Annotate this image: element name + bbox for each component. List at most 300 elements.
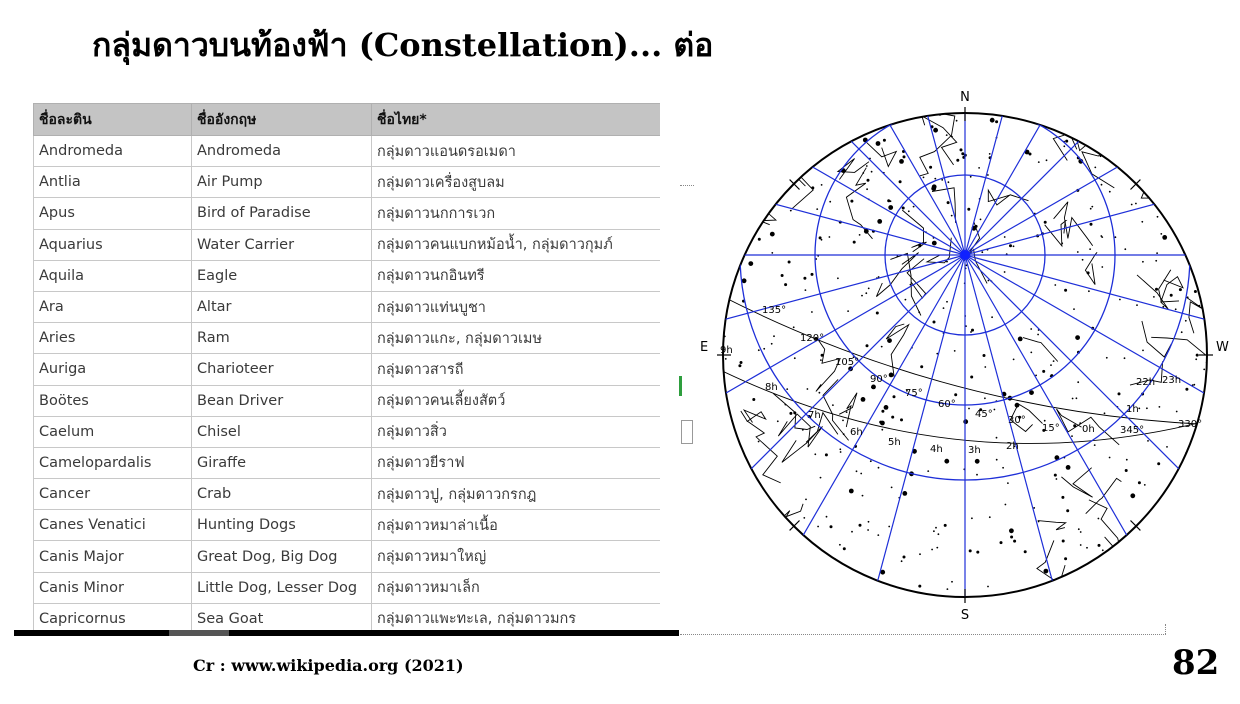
star <box>1162 235 1167 240</box>
star <box>1082 259 1084 261</box>
star <box>807 388 809 390</box>
table-row <box>34 229 661 260</box>
star <box>871 171 873 173</box>
star <box>1142 350 1144 352</box>
table-row <box>34 385 661 416</box>
star <box>956 120 958 122</box>
english-name-cell: Charioteer <box>192 354 372 385</box>
star <box>1005 504 1007 506</box>
latin-name-cell: Canis Major <box>34 541 192 572</box>
star <box>883 139 886 142</box>
thai-name-cell: กลุ่มดาวสารถี <box>372 354 661 385</box>
star <box>725 358 727 360</box>
star <box>758 349 760 351</box>
star <box>866 165 868 167</box>
star <box>1061 496 1064 499</box>
thai-name-cell: กลุ่มดาวปู, กลุ่มดาวกรกฎ <box>372 479 661 510</box>
star <box>1080 544 1082 546</box>
thai-name-cell: กลุ่มดาวแอนดรอเมดา <box>372 136 661 167</box>
star <box>1100 155 1102 157</box>
star <box>1100 235 1102 237</box>
star <box>1102 549 1104 551</box>
english-name-cell: Giraffe <box>192 447 372 478</box>
thai-name-cell: กลุ่มดาวนกอินทรี <box>372 260 661 291</box>
star <box>856 470 858 472</box>
star <box>1066 509 1069 512</box>
star <box>987 586 989 588</box>
star <box>970 176 972 178</box>
star <box>1073 308 1075 310</box>
star <box>1086 547 1088 549</box>
star <box>1077 251 1079 253</box>
star <box>951 581 953 583</box>
latin-name-cell: Aries <box>34 323 192 354</box>
table-row <box>34 416 661 447</box>
star <box>956 159 959 162</box>
constellation-figure <box>1185 452 1224 484</box>
star <box>758 441 760 443</box>
star <box>777 420 779 422</box>
star <box>960 148 963 151</box>
star <box>980 219 982 221</box>
star <box>891 416 894 419</box>
star <box>820 359 822 361</box>
english-name-cell: Little Dog, Lesser Dog <box>192 572 372 603</box>
star <box>1176 411 1178 413</box>
star <box>1064 289 1067 292</box>
star <box>878 467 880 469</box>
star <box>927 470 929 472</box>
hour-label: 9h <box>720 345 733 356</box>
star <box>843 547 846 550</box>
star <box>1098 544 1101 547</box>
star <box>920 365 923 368</box>
thai-name-cell: กลุ่มดาวสิ่ว <box>372 416 661 447</box>
star <box>1155 288 1158 291</box>
latin-name-cell: Apus <box>34 198 192 229</box>
star <box>805 499 807 501</box>
latin-name-cell: Caelum <box>34 416 192 447</box>
thai-name-cell: กลุ่มดาวหมาเล็ก <box>372 572 661 603</box>
star <box>1159 406 1161 408</box>
star <box>1146 407 1148 409</box>
credit-text: Cr : www.wikipedia.org (2021) <box>193 656 464 675</box>
star <box>826 516 828 518</box>
star <box>1072 398 1074 400</box>
star <box>887 199 890 202</box>
star <box>738 364 741 367</box>
star <box>901 560 903 562</box>
star <box>1033 507 1035 509</box>
star <box>989 153 991 155</box>
star <box>877 219 882 224</box>
thai-name-cell: กลุ่มดาวคนแบกหม้อน้ำ, กลุ่มดาวกุมภ์ <box>372 229 661 260</box>
constellation-table <box>33 103 660 631</box>
star <box>825 453 828 456</box>
star <box>970 376 973 379</box>
star <box>842 420 844 422</box>
star <box>899 180 902 183</box>
english-name-cell: Crab <box>192 479 372 510</box>
star <box>913 452 915 454</box>
star <box>840 451 842 453</box>
latin-name-cell: Cancer <box>34 479 192 510</box>
star <box>837 277 839 279</box>
star <box>1089 248 1091 250</box>
star <box>868 521 870 523</box>
star <box>1193 384 1195 386</box>
star <box>832 404 834 406</box>
latin-name-cell: Camelopardalis <box>34 447 192 478</box>
star <box>995 120 998 123</box>
star <box>881 429 883 431</box>
slide-title: กลุ่มดาวบนท้องฟ้า (Constellation)... ต่อ <box>92 26 714 64</box>
star <box>889 373 894 378</box>
english-name-cell: Bean Driver <box>192 385 372 416</box>
star <box>1088 290 1090 292</box>
star <box>786 388 788 390</box>
star <box>984 397 986 399</box>
star <box>903 556 906 559</box>
star <box>853 241 856 244</box>
star <box>954 393 957 396</box>
star <box>929 166 932 169</box>
star <box>1106 357 1108 359</box>
latin-name-cell: Auriga <box>34 354 192 385</box>
table-row <box>34 323 661 354</box>
star <box>1009 528 1014 533</box>
latin-name-cell: Canes Venatici <box>34 510 192 541</box>
table-row <box>34 572 661 603</box>
star <box>1071 435 1073 437</box>
star <box>978 167 980 169</box>
star <box>859 234 861 236</box>
star <box>1080 531 1082 533</box>
star <box>870 460 872 462</box>
latin-name-cell: Andromeda <box>34 136 192 167</box>
star <box>866 344 869 347</box>
star <box>967 208 970 211</box>
latin-name-cell: Aquarius <box>34 229 192 260</box>
column-header-latin: ชื่อละติน <box>34 104 192 136</box>
star <box>941 179 943 181</box>
star <box>867 179 870 182</box>
star <box>1203 369 1205 371</box>
star <box>931 549 933 551</box>
latin-name-cell: Canis Minor <box>34 572 192 603</box>
star <box>1044 420 1046 422</box>
star <box>846 411 848 413</box>
constellation-figure <box>728 173 740 202</box>
constellation-figure <box>788 538 810 610</box>
star <box>851 531 853 533</box>
star <box>943 307 945 309</box>
star <box>1104 412 1106 414</box>
star <box>1094 444 1096 446</box>
star <box>1018 337 1023 342</box>
star <box>1090 223 1093 226</box>
star <box>934 178 936 180</box>
star <box>899 159 904 164</box>
star <box>752 398 755 401</box>
star <box>905 299 907 301</box>
star <box>819 392 821 394</box>
table-header-row <box>34 104 661 136</box>
english-name-cell: Great Dog, Big Dog <box>192 541 372 572</box>
table-row <box>34 510 661 541</box>
english-name-cell: Eagle <box>192 260 372 291</box>
compass-south-label: S <box>960 608 970 623</box>
star <box>947 201 950 204</box>
column-header-english: ชื่ออังกฤษ <box>192 104 372 136</box>
column-header-thai: ชื่อไทย* <box>372 104 661 136</box>
latin-name-cell: Antlia <box>34 167 192 198</box>
star <box>1050 364 1052 366</box>
star <box>1098 518 1100 520</box>
star <box>770 232 775 237</box>
degree-label: 120° <box>800 333 825 344</box>
english-name-cell: Sea Goat <box>192 603 372 631</box>
star <box>987 174 989 176</box>
star <box>1131 204 1133 206</box>
table-row <box>34 603 661 631</box>
star <box>788 261 791 264</box>
star <box>1063 145 1065 147</box>
star <box>1175 308 1177 310</box>
star <box>861 397 866 402</box>
star <box>969 549 972 552</box>
star <box>868 288 870 290</box>
star <box>1078 528 1080 530</box>
star <box>758 238 761 241</box>
star <box>990 118 995 123</box>
latin-name-cell: Ara <box>34 291 192 322</box>
hour-label: 1h <box>1126 404 1139 415</box>
star <box>877 534 879 536</box>
star <box>933 128 938 133</box>
star <box>908 210 910 212</box>
star <box>849 489 854 494</box>
star <box>900 418 903 421</box>
star <box>1195 358 1197 360</box>
star <box>1038 161 1040 163</box>
table-row <box>34 447 661 478</box>
star <box>793 326 795 328</box>
star <box>748 261 753 266</box>
star <box>771 252 773 254</box>
star <box>1157 216 1159 218</box>
star <box>1156 252 1158 254</box>
star <box>740 361 743 364</box>
thai-name-cell: กลุ่มดาวแพะทะเล, กลุ่มดาวมกร <box>372 603 661 631</box>
star <box>1124 357 1126 359</box>
star <box>996 437 998 439</box>
english-name-cell: Air Pump <box>192 167 372 198</box>
star <box>1009 244 1012 247</box>
star <box>866 188 868 190</box>
table-row <box>34 291 661 322</box>
star <box>975 459 980 464</box>
compass-north-label: N <box>960 90 970 105</box>
star <box>1196 354 1199 357</box>
constellation-table-container <box>33 103 660 631</box>
latin-name-cell: Aquila <box>34 260 192 291</box>
star <box>1144 484 1146 486</box>
star <box>1013 540 1016 543</box>
thai-name-cell: กลุ่มดาวนกการเวก <box>372 198 661 229</box>
constellation-figure <box>1141 161 1161 180</box>
star <box>1010 536 1013 539</box>
table-row <box>34 479 661 510</box>
star <box>790 210 792 212</box>
star <box>1115 236 1117 238</box>
star <box>1044 221 1047 224</box>
table-row <box>34 541 661 572</box>
star <box>1194 290 1197 293</box>
star <box>1153 296 1155 298</box>
degree-label: 330° <box>1178 419 1203 430</box>
star <box>903 155 906 158</box>
thai-name-cell: กลุ่มดาวแกะ, กลุ่มดาวเมษ <box>372 323 661 354</box>
star <box>803 517 805 519</box>
star <box>936 547 938 549</box>
star <box>789 412 792 415</box>
star <box>1141 221 1143 223</box>
star <box>994 409 996 411</box>
hour-label: 6h <box>850 427 863 438</box>
star <box>1126 459 1128 461</box>
star <box>935 527 937 529</box>
star <box>1037 334 1039 336</box>
star <box>1091 206 1093 208</box>
star <box>1054 284 1056 286</box>
latin-name-cell: Capricornus <box>34 603 192 631</box>
star <box>821 184 823 186</box>
star <box>1109 191 1111 193</box>
hour-label: 4h <box>930 444 943 455</box>
star <box>893 395 896 398</box>
star <box>944 459 949 464</box>
star <box>1101 184 1103 186</box>
star <box>1157 462 1160 465</box>
hour-label: 7h <box>808 410 821 421</box>
hour-label: 22h <box>1136 377 1156 388</box>
star <box>1050 375 1052 377</box>
table-row <box>34 260 661 291</box>
star <box>991 316 993 318</box>
star <box>861 295 863 297</box>
star <box>1118 392 1121 395</box>
star <box>1004 236 1006 238</box>
celestial-pole-marker <box>960 250 970 260</box>
star <box>1000 541 1003 544</box>
english-name-cell: Altar <box>192 291 372 322</box>
star <box>1124 248 1126 250</box>
star <box>784 283 787 286</box>
star <box>847 310 849 312</box>
table-row <box>34 136 661 167</box>
star <box>1119 299 1121 301</box>
hour-label: 3h <box>968 445 981 456</box>
star <box>1160 233 1162 235</box>
star <box>1155 260 1157 262</box>
star <box>1044 569 1049 574</box>
star <box>1030 352 1032 354</box>
star <box>923 177 925 179</box>
star <box>902 207 905 210</box>
star <box>884 405 889 410</box>
star <box>983 354 986 357</box>
star <box>881 410 884 413</box>
hour-label: 2h <box>1006 441 1019 452</box>
star <box>850 200 853 203</box>
thai-name-cell: กลุ่มดาวคนเลี้ยงสัตว์ <box>372 385 661 416</box>
english-name-cell: Ram <box>192 323 372 354</box>
star <box>971 329 974 332</box>
english-name-cell: Hunting Dogs <box>192 510 372 541</box>
constellation-figure <box>1110 553 1148 577</box>
star <box>763 348 765 350</box>
star-map <box>690 85 1240 630</box>
star <box>794 357 796 359</box>
star <box>830 525 833 528</box>
star <box>811 273 814 276</box>
star <box>881 346 883 348</box>
star <box>816 208 818 210</box>
star <box>1147 440 1149 442</box>
star <box>1002 467 1004 469</box>
star <box>1053 360 1055 362</box>
star <box>865 292 867 294</box>
star <box>1094 167 1096 169</box>
star <box>932 241 937 246</box>
star <box>976 474 978 476</box>
star <box>1004 271 1006 273</box>
thai-name-cell: กลุ่มดาวเครื่องสูบลม <box>372 167 661 198</box>
star <box>1109 457 1111 459</box>
star <box>981 251 983 253</box>
hour-label: 23h <box>1162 375 1182 386</box>
star <box>879 421 882 424</box>
star <box>1179 288 1182 291</box>
star <box>944 524 947 527</box>
star <box>1136 304 1138 306</box>
star <box>1077 381 1079 383</box>
degree-label: 135° <box>762 305 787 316</box>
star <box>1142 261 1144 263</box>
star <box>1101 266 1103 268</box>
english-name-cell: Bird of Paradise <box>192 198 372 229</box>
star <box>742 278 747 283</box>
hour-label: 8h <box>765 382 778 393</box>
compass-west-label: W <box>1216 340 1229 355</box>
english-name-cell: Andromeda <box>192 136 372 167</box>
degree-label: 90° <box>870 374 888 385</box>
star <box>724 336 726 338</box>
star <box>996 459 998 461</box>
star <box>954 350 956 352</box>
star <box>971 517 973 519</box>
english-name-cell: Chisel <box>192 416 372 447</box>
star <box>1090 208 1092 210</box>
star <box>933 321 936 324</box>
star <box>1130 493 1135 498</box>
table-bottom-bar <box>14 630 679 636</box>
star <box>1013 245 1015 247</box>
star <box>946 301 948 303</box>
star <box>817 526 819 528</box>
star <box>947 588 949 590</box>
